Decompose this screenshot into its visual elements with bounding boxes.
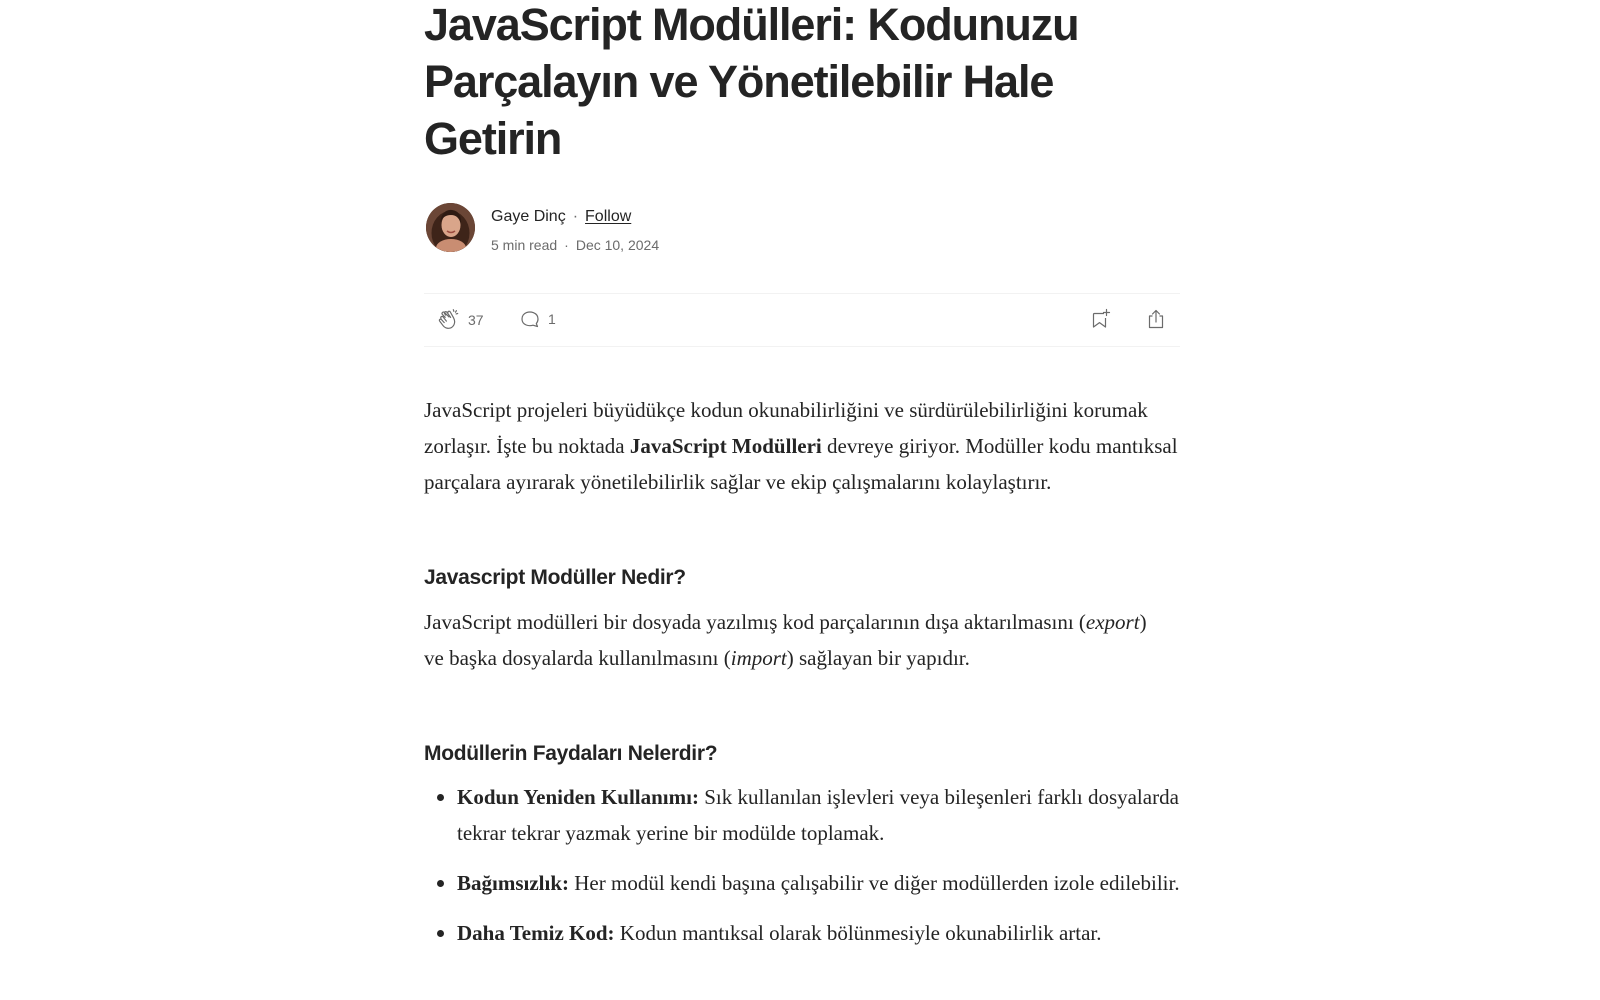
list-item-title: Daha Temiz Kod: — [457, 921, 615, 945]
separator-dot: · — [572, 208, 579, 225]
list-item-title: Kodun Yeniden Kullanımı: — [457, 785, 699, 809]
response-count: 1 — [548, 311, 556, 327]
responses-button[interactable] — [518, 307, 556, 331]
list-item-text: Her modül kendi başına çalışabilir ve diğer modüllerden izole edilebilir. — [569, 871, 1180, 895]
avatar-portrait-icon — [426, 203, 475, 252]
clap-icon — [436, 307, 462, 333]
share-icon — [1144, 307, 1168, 331]
author-row — [491, 207, 631, 227]
benefits-list — [424, 779, 1180, 965]
publish-date: Dec 10, 2024 — [575, 237, 660, 253]
import-term: import — [730, 646, 787, 670]
share-button[interactable] — [1144, 307, 1168, 331]
section1-paragraph — [424, 604, 1164, 676]
list-item-title: Bağımsızlık: — [457, 871, 570, 895]
clap-count: 37 — [468, 312, 484, 328]
follow-link[interactable]: Follow — [585, 208, 632, 225]
section1-text: JavaScript modülleri bir dosyada yazılmış kod parçalarının dışa aktarılmasını ( — [424, 610, 1086, 634]
intro-text-continued: devreye giriyor. Modüller kodu mantıksal parçalara ayırarak yönetilebilirlik sağlar ve ekip çalışmalarını kolaylaştırır. — [424, 434, 1178, 494]
intro-bold-text: JavaScript Modülleri — [629, 434, 822, 458]
intro-paragraph — [424, 392, 1180, 500]
engagement-bar — [424, 293, 1180, 347]
comment-icon — [518, 307, 542, 331]
section-heading-what-are-modules: Javascript Modüller Nedir? — [424, 566, 686, 589]
byline — [424, 203, 824, 253]
section1-text: ) sağlayan bir yapıdır. — [786, 646, 970, 670]
separator-dot: · — [564, 237, 569, 253]
bookmark-add-icon — [1088, 307, 1112, 331]
author-name[interactable]: Gaye Dinç — [491, 208, 566, 225]
export-term: export — [1085, 610, 1140, 634]
intro-text: JavaScript projeleri büyüdükçe kodun okunabilirliğini ve sürdürülebilirliğini korumak zorlaşır. İşte bu noktada — [424, 398, 1148, 458]
list-item-text: Sık kullanılan işlevleri veya bileşenleri farklı dosyalarda tekrar tekrar yazmak yerine bir modülde toplamak. — [457, 785, 1179, 845]
list-item — [424, 779, 1180, 851]
save-button[interactable] — [1088, 307, 1112, 331]
section1-text: ) ve başka dosyalarda kullanılmasını ( — [424, 610, 1147, 670]
article-title: JavaScript Modülleri: Kodunuzu Parçalayın ve Yönetilebilir Hale Getirin — [424, 0, 1079, 164]
clap-button[interactable] — [436, 307, 484, 333]
article-meta — [491, 236, 659, 254]
section-heading-benefits: Modüllerin Faydaları Nelerdir? — [424, 742, 718, 765]
author-avatar[interactable] — [426, 203, 475, 252]
list-item-text: Kodun mantıksal olarak bölünmesiyle okunabilirlik artar. — [614, 921, 1102, 945]
list-item — [424, 915, 1180, 951]
list-item — [424, 865, 1180, 901]
read-time: 5 min read — [491, 237, 558, 253]
